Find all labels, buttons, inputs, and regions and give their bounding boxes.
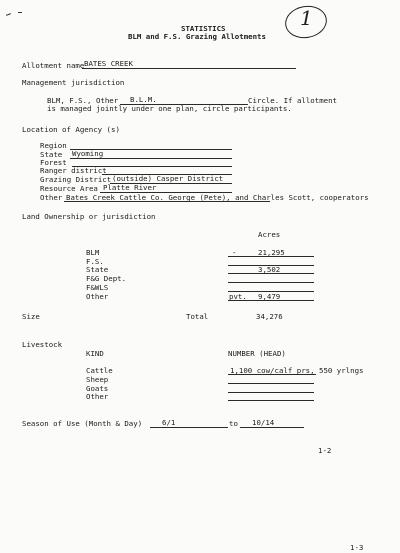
region-label: Region [40,141,67,150]
livestock-underline [228,392,314,393]
grazing-value: (outside) Casper District [112,174,224,183]
land-row-label: F.S. [86,257,104,266]
land-row-value: 9,479 [258,292,281,301]
total-label: Total [186,312,209,321]
management-prefix: BLM, F.S., Other [47,96,119,105]
livestock-heading: Livestock [22,340,63,349]
state-label: State [40,150,63,159]
management-other-value: B.L.M. [130,95,157,104]
resource-label: Resource Area [40,184,98,193]
resource-value: Platte River [103,183,157,192]
management-heading: Management jurisdiction [22,78,125,87]
allotment-underline [82,68,296,69]
page-number-second: 1-3 [350,543,364,552]
land-heading: Land Ownership or jurisdiction [22,212,156,221]
season-to-value: 10/14 [252,418,275,427]
livestock-underline [228,374,316,375]
state-value: Wyoming [72,149,104,158]
livestock-underline [228,400,314,401]
grazing-label: Grazing District [40,175,112,184]
location-heading: Location of Agency (s) [22,125,120,134]
livestock-kind: Cattle [86,366,113,375]
state-underline [70,158,232,159]
forest-label: Forest [40,158,67,167]
season-to-underline [240,427,304,428]
land-row-underline [228,300,314,301]
kind-header: KIND [86,349,104,358]
land-row-value: 21,295 [258,248,285,257]
land-row-underline [228,282,314,283]
acres-header: Acres [258,230,281,239]
allotment-value: BATES CREEK [84,59,133,68]
ranger-label: Ranger district [40,166,107,175]
season-to-label: to [229,419,238,428]
season-from-value: 6/1 [162,418,176,427]
season-label: Season of Use (Month & Day) [22,419,143,428]
location-other-value: Bates Creek Cattle Co. George (Pete), and Charles Scott, cooperators [66,193,369,202]
page-number-first: 1-2 [318,446,332,455]
land-row-value: 3,502 [258,265,281,274]
livestock-number: 1,100 cow/calf prs, 550 yrlngs [230,366,364,375]
land-row-label: Other [86,292,109,301]
location-other-label: Other [40,193,63,202]
stray-mark [6,13,11,16]
land-row-label: F&G Dept. [86,274,127,283]
page-title: STATISTICS [181,24,226,33]
size-label: Size [22,312,40,321]
land-row-label: F&WLS [86,283,109,292]
total-value: 34,276 [256,312,283,321]
location-other-underline [64,201,270,202]
livestock-underline [228,383,314,384]
allotment-label: Allotment name [22,61,85,70]
livestock-kind: Sheep [86,375,109,384]
season-from-underline [150,427,228,428]
land-row-underline [228,273,314,274]
land-row-label: State [86,265,109,274]
stray-mark [18,12,22,13]
livestock-kind: Goats [86,384,109,393]
management-suffix: Circle. If allotment [248,96,337,105]
page-subtitle: BLM and F.S. Grazing Allotments [128,32,266,41]
land-row-label: BLM [86,248,100,257]
land-row-underline [228,256,314,257]
number-header: NUMBER (HEAD) [228,349,286,358]
management-line2: is managed jointly under one plan, circle participants. [47,104,292,113]
land-row-prefix: pvt. [229,292,247,301]
land-row-prefix: - [232,248,237,257]
livestock-kind: Other [86,392,109,401]
circled-number: 1 [300,6,313,30]
